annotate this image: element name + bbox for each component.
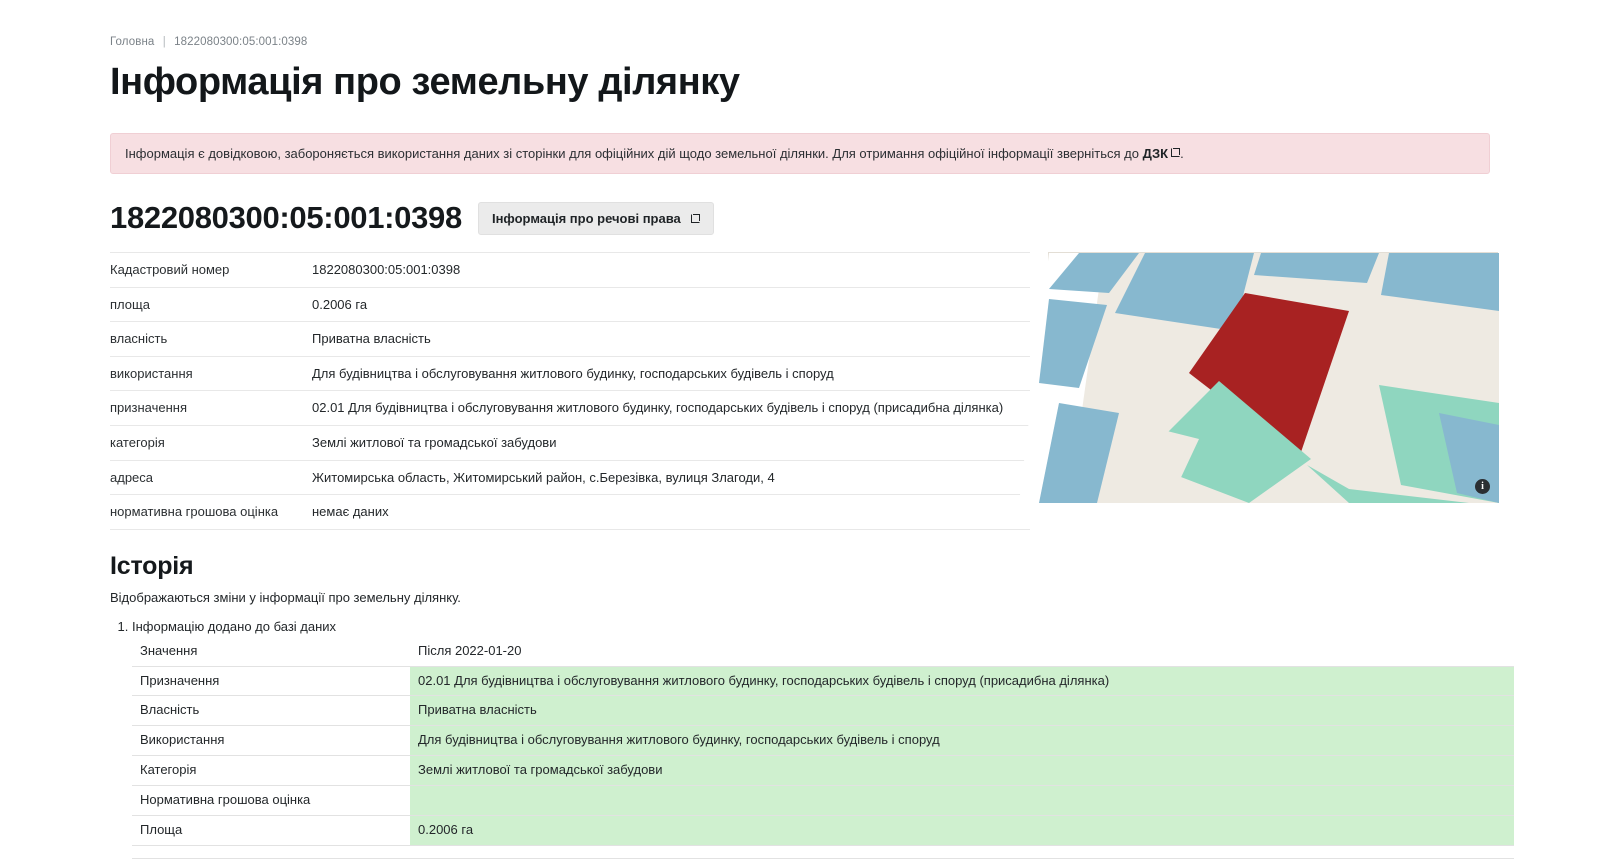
- table-row: [132, 637, 1514, 666]
- info-value: 02.01 Для будівництва і обслуговування житлового будинку, господарських будівель і споруд (присадибна ділянка): [306, 391, 1030, 426]
- change-key: Площа: [132, 815, 410, 845]
- breadcrumb-home-link[interactable]: Головна: [110, 36, 155, 48]
- history-entry-label: Інформацію додано до базі даних: [132, 618, 337, 634]
- external-link-icon: [691, 214, 700, 223]
- info-key: призначення: [110, 391, 306, 426]
- map-parcels-graphic: [1049, 253, 1499, 503]
- info-value: Для будівництва і обслуговування житлового будинку, господарських будівель і споруд: [306, 356, 1030, 391]
- change-value: 02.01 Для будівництва і обслуговування житлового будинку, господарських будівель і споруд (присадибна ділянка): [410, 666, 1514, 696]
- disclaimer-text: Інформація є довідковою, забороняється використання даних зі сторінки для офіційних дій щодо земельної ділянки. Для отримання офіційної інформації зверніться до: [125, 145, 1143, 161]
- info-key: нормативна грошова оцінка: [110, 495, 306, 530]
- info-key: використання: [110, 356, 306, 391]
- breadcrumb-current: 1822080300:05:001:0398: [174, 36, 308, 48]
- change-value: Приватна власність: [410, 696, 1514, 726]
- info-value: Землі житлової та громадської забудови: [306, 425, 1030, 460]
- table-row: [132, 726, 1514, 756]
- info-value: 0.2006 га: [306, 287, 1030, 322]
- change-key: Власність: [132, 696, 410, 726]
- table-row: [110, 356, 1030, 391]
- table-row: [132, 666, 1514, 696]
- page-title: Інформація про земельну ділянку: [110, 61, 740, 103]
- change-value: Для будівництва і обслуговування житлового будинку, господарських будівель і споруд: [410, 726, 1514, 756]
- table-row: [110, 460, 1030, 495]
- change-key: Нормативна грошова оцінка: [132, 786, 410, 816]
- table-row: [132, 696, 1514, 726]
- dzk-link-label: ДЗК: [1142, 145, 1169, 161]
- info-value: Приватна власність: [306, 322, 1030, 357]
- info-value: немає даних: [306, 495, 1030, 530]
- map-column: [1048, 252, 1498, 502]
- table-row: [110, 495, 1030, 530]
- cadastral-map[interactable]: [1048, 252, 1498, 502]
- table-row: [132, 845, 1514, 858]
- parcel-content: [110, 252, 1490, 529]
- change-value: 0.2006 га: [410, 815, 1514, 845]
- parcel-info-table: [110, 252, 1030, 529]
- change-key: [132, 845, 410, 858]
- history-list: [110, 619, 1490, 859]
- table-row: [110, 253, 1030, 288]
- list-item: [132, 619, 1490, 859]
- info-key: власність: [110, 322, 306, 357]
- change-key: Значення: [132, 637, 410, 666]
- external-link-icon: [1171, 148, 1180, 157]
- table-row: [110, 425, 1030, 460]
- info-value: Житомирська область, Житомирський район, с.Березівка, вулиця Злагоди, 4: [306, 460, 1030, 495]
- change-value: Після 2022-01-20: [410, 637, 1514, 666]
- table-row: [110, 391, 1030, 426]
- property-rights-button[interactable]: [478, 202, 714, 235]
- parcel-attributes: [110, 252, 1030, 529]
- history-subtitle: Відображаються зміни у інформації про земельну ділянку.: [110, 589, 461, 605]
- info-key: площа: [110, 287, 306, 322]
- table-row: [132, 756, 1514, 786]
- disclaimer-alert: [110, 133, 1490, 175]
- breadcrumb-separator: |: [162, 36, 166, 48]
- breadcrumb: [110, 0, 1490, 48]
- table-row: [110, 287, 1030, 322]
- property-rights-label: Інформація про речові права: [491, 210, 681, 226]
- table-row: [110, 322, 1030, 357]
- dzk-link[interactable]: [1143, 146, 1181, 161]
- info-key: категорія: [110, 425, 306, 460]
- change-key: Призначення: [132, 666, 410, 696]
- info-key: Кадастровий номер: [110, 253, 306, 288]
- disclaimer-text-tail: .: [1180, 145, 1184, 161]
- change-key: Категорія: [132, 756, 410, 786]
- info-key: адреса: [110, 460, 306, 495]
- table-row: [132, 815, 1514, 845]
- change-value: [410, 786, 1514, 816]
- info-value: 1822080300:05:001:0398: [306, 253, 1030, 288]
- change-value: [410, 845, 1514, 858]
- parcel-header: [110, 200, 1490, 236]
- table-row: [132, 786, 1514, 816]
- history-changes-table: [132, 637, 1514, 859]
- change-key: Використання: [132, 726, 410, 756]
- history-title: Історія: [110, 551, 194, 580]
- map-info-icon[interactable]: i: [1475, 479, 1490, 494]
- parcel-cadastral-number: 1822080300:05:001:0398: [110, 200, 462, 236]
- change-value: Землі житлової та громадської забудови: [410, 756, 1514, 786]
